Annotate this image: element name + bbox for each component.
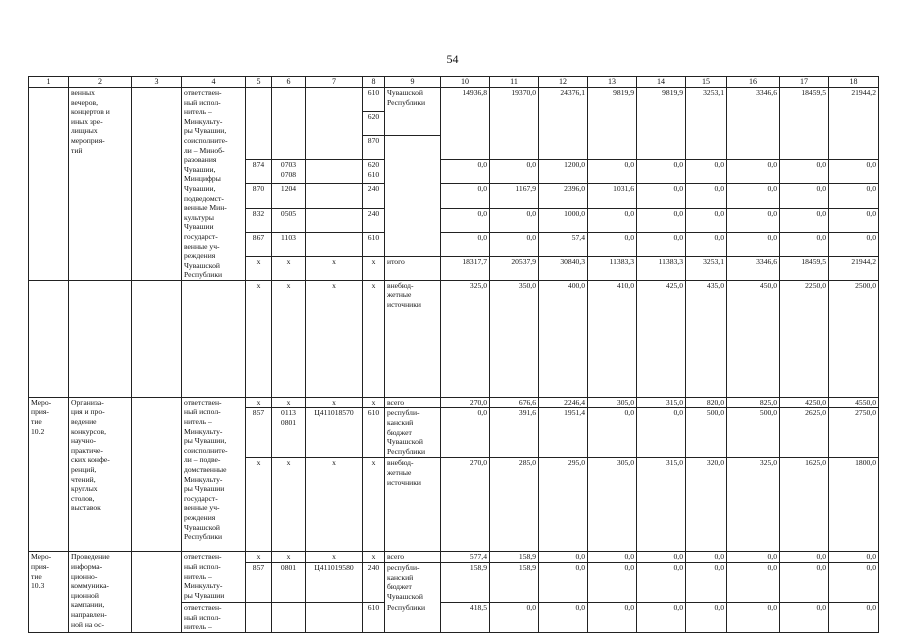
cell-c7: x	[306, 256, 363, 280]
cell-c7	[306, 603, 363, 633]
cell-c6: x	[272, 397, 306, 408]
cell-executors: ответствен- ный испол- нитель – Минкульту- ры Чувашии	[182, 552, 246, 603]
cell-value: 9819,9	[637, 88, 686, 160]
cell-source	[385, 232, 441, 256]
cell-value: 3253,1	[686, 256, 727, 280]
cell-source: итого	[385, 256, 441, 280]
cell-source	[385, 208, 441, 232]
cell-c8: x	[363, 256, 385, 280]
cell-c5: 867	[246, 232, 272, 256]
cell-value: 435,0	[686, 280, 727, 397]
cell-value: 0,0	[490, 160, 539, 184]
cell-c8: 240	[363, 184, 385, 208]
table-row	[29, 552, 879, 563]
cell-value: 676,6	[490, 397, 539, 408]
header-cell: 9	[385, 77, 441, 88]
cell-value: 0,0	[780, 184, 829, 208]
cell-value: 0,0	[588, 603, 637, 633]
cell-c8: 620 610	[363, 160, 385, 184]
budget-table	[28, 76, 879, 633]
cell-value: 1800,0	[829, 458, 879, 552]
cell-value: 270,0	[441, 397, 490, 408]
cell-source: республи- канский бюджет Чувашской	[385, 563, 441, 603]
cell-value: 3253,1	[686, 88, 727, 160]
cell-value: 0,0	[686, 208, 727, 232]
cell-c5	[246, 603, 272, 633]
cell-value: 4250,0	[780, 397, 829, 408]
cell-c8: 240	[363, 208, 385, 232]
header-cell: 6	[272, 77, 306, 88]
cell-event-name: Организа- ция и про- ведение конкурсов, научно- практиче- ских конфе- ренций, чтений, круглых столов, выставок	[69, 397, 132, 552]
cell-value: 350,0	[490, 280, 539, 397]
cell-event-name: венных вечеров, концертов и иных зре- лищных мероприя- тий	[69, 88, 132, 281]
cell-value: 0,0	[727, 160, 780, 184]
header-cell: 12	[539, 77, 588, 88]
cell-source: республи- канский бюджет Чувашской Республики	[385, 408, 441, 458]
cell-value: 18459,5	[780, 88, 829, 160]
cell-c8: x	[363, 397, 385, 408]
cell-c5	[246, 112, 272, 136]
cell-value: 1200,0	[539, 160, 588, 184]
cell-c6: x	[272, 552, 306, 563]
cell-source: всего	[385, 397, 441, 408]
cell-value: 0,0	[490, 232, 539, 256]
cell-c7	[306, 208, 363, 232]
cell-value: 3346,6	[727, 88, 780, 160]
cell-value: 305,0	[588, 397, 637, 408]
cell-source	[385, 160, 441, 184]
cell-value: 0,0	[490, 208, 539, 232]
cell-value: 1951,4	[539, 408, 588, 458]
cell-value: 2500,0	[829, 280, 879, 397]
cell-value: 2246,4	[539, 397, 588, 408]
cell-value: 0,0	[686, 160, 727, 184]
cell-value: 0,0	[727, 232, 780, 256]
cell-col3	[132, 552, 182, 633]
cell-c5: x	[246, 458, 272, 552]
header-cell: 17	[780, 77, 829, 88]
cell-value: 1167,9	[490, 184, 539, 208]
cell-event-number: Меро- прия- тие 10.2	[29, 397, 69, 552]
header-cell: 15	[686, 77, 727, 88]
cell-value: 0,0	[686, 552, 727, 563]
cell-c6	[272, 88, 306, 112]
cell-value: 320,0	[686, 458, 727, 552]
cell-source	[385, 136, 441, 160]
cell-value: 158,9	[490, 563, 539, 603]
cell-col3	[132, 88, 182, 281]
header-cell: 13	[588, 77, 637, 88]
cell-value: 0,0	[727, 184, 780, 208]
header-row	[29, 77, 879, 88]
cell-source: Республики	[385, 603, 441, 633]
cell-value: 0,0	[829, 552, 879, 563]
cell-c7: x	[306, 280, 363, 397]
cell-executors: ответствен- ный испол- нитель –	[182, 603, 246, 633]
cell-c7	[306, 160, 363, 184]
cell-value: 0,0	[441, 208, 490, 232]
cell-c8: x	[363, 280, 385, 397]
cell-c6	[272, 603, 306, 633]
cell-value: 2396,0	[539, 184, 588, 208]
cell-value: 0,0	[686, 184, 727, 208]
cell-c7: x	[306, 458, 363, 552]
cell-value: 0,0	[441, 232, 490, 256]
cell-c5: 832	[246, 208, 272, 232]
cell-c7	[306, 136, 363, 160]
cell-source: Чувашской Республики	[385, 88, 441, 136]
cell-c6: 0703 0708	[272, 160, 306, 184]
cell-c8: 870	[363, 136, 385, 160]
cell-value: 0,0	[829, 603, 879, 633]
cell-c7	[306, 184, 363, 208]
cell-value: 418,5	[441, 603, 490, 633]
cell-value: 0,0	[588, 160, 637, 184]
cell-value: 820,0	[686, 397, 727, 408]
cell-value: 0,0	[490, 603, 539, 633]
header-cell: 5	[246, 77, 272, 88]
header-cell: 1	[29, 77, 69, 88]
cell-value: 2250,0	[780, 280, 829, 397]
cell-value: 325,0	[727, 458, 780, 552]
cell-value: 0,0	[686, 563, 727, 603]
cell-value: 0,0	[588, 552, 637, 563]
cell-value: 0,0	[441, 408, 490, 458]
cell-c8: 610	[363, 603, 385, 633]
cell-value: 0,0	[727, 552, 780, 563]
cell-value: 0,0	[780, 603, 829, 633]
cell-value: 400,0	[539, 280, 588, 397]
cell-c6: 0113 0801	[272, 408, 306, 458]
cell-value: 0,0	[829, 563, 879, 603]
cell-value: 450,0	[727, 280, 780, 397]
cell-source	[385, 184, 441, 208]
cell-c7	[306, 112, 363, 136]
cell-value: 158,9	[441, 563, 490, 603]
cell-c7: x	[306, 552, 363, 563]
cell-c6	[272, 112, 306, 136]
cell-c5: 874	[246, 160, 272, 184]
cell-col3	[132, 280, 182, 397]
cell-c5	[246, 136, 272, 160]
cell-value: 0,0	[727, 603, 780, 633]
cell-value: 0,0	[637, 552, 686, 563]
cell-value: 4550,0	[829, 397, 879, 408]
cell-value: 0,0	[539, 552, 588, 563]
page-number: 54	[446, 52, 459, 66]
cell-value: 305,0	[588, 458, 637, 552]
cell-value: 285,0	[490, 458, 539, 552]
cell-value: 21944,2	[829, 256, 879, 280]
cell-value: 0,0	[637, 184, 686, 208]
cell-value: 19370,0	[490, 88, 539, 160]
cell-c8: 610	[363, 88, 385, 112]
header-cell: 4	[182, 77, 246, 88]
cell-c5: x	[246, 397, 272, 408]
cell-value: 0,0	[637, 232, 686, 256]
cell-value: 18459,5	[780, 256, 829, 280]
cell-value: 0,0	[637, 603, 686, 633]
cell-executors: ответствен- ный испол- нитель – Минкульту- ры Чувашии, соисполните- ли – Миноб- разования Чувашии, Минцифры Чувашии, подведомст- венные Мин- культуры Чувашии государст- венные уч- реждения Чувашской Республики	[182, 88, 246, 281]
cell-value: 11383,3	[637, 256, 686, 280]
cell-value: 295,0	[539, 458, 588, 552]
cell-value: 577,4	[441, 552, 490, 563]
cell-c6	[272, 136, 306, 160]
cell-value: 0,0	[829, 232, 879, 256]
cell-value: 0,0	[780, 563, 829, 603]
cell-value: 11383,3	[588, 256, 637, 280]
cell-value: 24376,1	[539, 88, 588, 160]
cell-value: 0,0	[727, 208, 780, 232]
cell-event-number	[29, 280, 69, 397]
cell-c6: 0801	[272, 563, 306, 603]
header-cell: 10	[441, 77, 490, 88]
table-row	[29, 88, 879, 112]
cell-value: 391,6	[490, 408, 539, 458]
cell-value: 0,0	[780, 232, 829, 256]
cell-value: 0,0	[686, 232, 727, 256]
cell-value: 2625,0	[780, 408, 829, 458]
cell-value: 0,0	[637, 208, 686, 232]
cell-c7	[306, 88, 363, 112]
cell-c5: 857	[246, 563, 272, 603]
cell-c6: 0505	[272, 208, 306, 232]
cell-value: 21944,2	[829, 88, 879, 160]
cell-c6: x	[272, 280, 306, 397]
cell-value: 0,0	[829, 160, 879, 184]
cell-value: 0,0	[727, 563, 780, 603]
cell-value: 0,0	[637, 160, 686, 184]
cell-c8: x	[363, 552, 385, 563]
cell-source: внебюд- жетные источники	[385, 280, 441, 397]
header-cell: 7	[306, 77, 363, 88]
cell-value: 20537,9	[490, 256, 539, 280]
cell-c5	[246, 88, 272, 112]
cell-value: 425,0	[637, 280, 686, 397]
cell-value: 3346,6	[727, 256, 780, 280]
cell-c7: Ц411018570	[306, 408, 363, 458]
cell-event-number: Меро- прия- тие 10.3	[29, 552, 69, 633]
cell-c8: 610	[363, 232, 385, 256]
cell-executors: ответствен- ный испол- нитель – Минкульту- ры Чувашии, соисполните- ли – подве- домственные Минкульту- ры Чувашии государст- венные уч- реждения Чувашской Республики	[182, 397, 246, 552]
cell-c5: x	[246, 552, 272, 563]
cell-value: 0,0	[588, 208, 637, 232]
cell-value: 0,0	[588, 408, 637, 458]
cell-event-name	[69, 280, 132, 397]
cell-c8: 610	[363, 408, 385, 458]
cell-value: 0,0	[780, 160, 829, 184]
cell-value: 158,9	[490, 552, 539, 563]
header-cell: 14	[637, 77, 686, 88]
table-row	[29, 397, 879, 408]
cell-event-name: Проведение информа- ционно- коммуника- ционной кампании, направлен- ной на ос-	[69, 552, 132, 633]
cell-value: 270,0	[441, 458, 490, 552]
header-cell: 11	[490, 77, 539, 88]
cell-c7	[306, 232, 363, 256]
cell-value: 0,0	[829, 208, 879, 232]
cell-c6: x	[272, 256, 306, 280]
cell-value: 9819,9	[588, 88, 637, 160]
cell-c8: 620	[363, 112, 385, 136]
cell-value: 0,0	[588, 563, 637, 603]
cell-value: 0,0	[829, 184, 879, 208]
cell-c6: 1204	[272, 184, 306, 208]
cell-value: 500,0	[727, 408, 780, 458]
cell-c5: 870	[246, 184, 272, 208]
header-cell: 3	[132, 77, 182, 88]
cell-value: 0,0	[441, 184, 490, 208]
header-cell: 16	[727, 77, 780, 88]
cell-value: 30840,3	[539, 256, 588, 280]
cell-source: всего	[385, 552, 441, 563]
cell-col3	[132, 397, 182, 552]
cell-c5: 857	[246, 408, 272, 458]
cell-c8: 240	[363, 563, 385, 603]
cell-c7: x	[306, 397, 363, 408]
cell-value: 0,0	[637, 408, 686, 458]
table-row	[29, 280, 879, 397]
cell-value: 410,0	[588, 280, 637, 397]
cell-value: 1625,0	[780, 458, 829, 552]
cell-value: 0,0	[637, 563, 686, 603]
cell-value: 325,0	[441, 280, 490, 397]
cell-value: 57,4	[539, 232, 588, 256]
cell-value: 0,0	[539, 563, 588, 603]
cell-value: 18317,7	[441, 256, 490, 280]
cell-value: 315,0	[637, 397, 686, 408]
cell-value: 500,0	[686, 408, 727, 458]
header-cell: 2	[69, 77, 132, 88]
cell-c6: x	[272, 458, 306, 552]
cell-c7: Ц411019580	[306, 563, 363, 603]
cell-c6: 1103	[272, 232, 306, 256]
cell-value: 825,0	[727, 397, 780, 408]
cell-value: 0,0	[780, 552, 829, 563]
cell-executors	[182, 280, 246, 397]
cell-value: 1031,6	[588, 184, 637, 208]
cell-value: 315,0	[637, 458, 686, 552]
cell-c5: x	[246, 280, 272, 397]
cell-value: 0,0	[686, 603, 727, 633]
cell-value: 0,0	[441, 160, 490, 184]
cell-c5: x	[246, 256, 272, 280]
cell-value: 1000,0	[539, 208, 588, 232]
cell-value: 0,0	[780, 208, 829, 232]
header-cell: 18	[829, 77, 879, 88]
cell-value: 2750,0	[829, 408, 879, 458]
cell-value: 14936,8	[441, 88, 490, 160]
cell-c8: x	[363, 458, 385, 552]
header-cell: 8	[363, 77, 385, 88]
cell-source: внебюд- жетные источники	[385, 458, 441, 552]
cell-event-number	[29, 88, 69, 281]
cell-value: 0,0	[588, 232, 637, 256]
cell-value: 0,0	[539, 603, 588, 633]
